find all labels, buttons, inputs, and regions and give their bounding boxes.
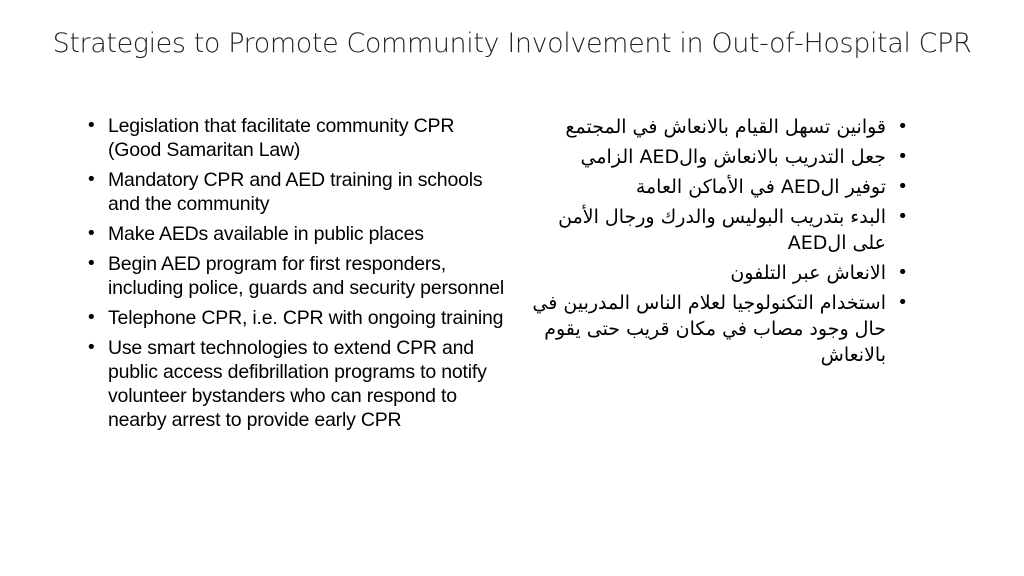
arabic-bullet-item: [530, 174, 908, 200]
english-bullet-text: Use smart technologies to extend CPR and public access defibrillation programs to notify volunteer bystanders who can respond to nearby arrest to provide early CPR: [108, 337, 487, 431]
bullet-icon: •: [897, 206, 908, 227]
arabic-bullet-item: [530, 144, 908, 170]
bullet-icon: •: [86, 115, 97, 136]
arabic-bullet-item: [530, 114, 908, 140]
arabic-bullet-text: الانعاش عبر التلفون: [730, 262, 886, 284]
bullet-icon: •: [86, 307, 97, 328]
bullet-icon: •: [897, 146, 908, 167]
arabic-bullet-item: [530, 204, 908, 256]
arabic-bullet-text: جعل التدريب بالانعاش والAED الزامي: [580, 146, 886, 168]
english-bullet-item: [86, 168, 506, 216]
arabic-column: [530, 114, 908, 372]
bullet-icon: •: [86, 169, 97, 190]
arabic-bullet-text: توفير الAED في الأماكن العامة: [635, 176, 886, 198]
arabic-bullet-text: قوانين تسهل القيام بالانعاش في المجتمع: [565, 116, 886, 138]
bullet-icon: •: [86, 337, 97, 358]
bullet-icon: •: [897, 116, 908, 137]
english-column: [86, 114, 506, 438]
bullet-icon: •: [86, 253, 97, 274]
arabic-bullet-text: البدء بتدريب البوليس والدرك ورجال الأمن على الAED: [558, 206, 886, 254]
english-bullet-list: [86, 114, 506, 432]
english-bullet-text: Begin AED program for first responders, including police, guards and security personnel: [108, 253, 505, 299]
arabic-bullet-item: [530, 290, 908, 368]
slide-title: Strategies to Promote Community Involvement in Out-of-Hospital CPR: [52, 28, 972, 59]
english-bullet-text: Make AEDs available in public places: [108, 223, 424, 245]
bullet-icon: •: [897, 292, 908, 313]
bullet-icon: •: [897, 176, 908, 197]
english-bullet-text: Telephone CPR, i.e. CPR with ongoing training: [108, 307, 504, 329]
bullet-icon: •: [86, 223, 97, 244]
english-bullet-text: Legislation that facilitate community CPR (Good Samaritan Law): [108, 115, 455, 161]
english-bullet-item: [86, 336, 506, 432]
english-bullet-item: [86, 252, 506, 300]
arabic-bullet-list: [530, 114, 908, 368]
english-bullet-text: Mandatory CPR and AED training in schools and the community: [108, 169, 483, 215]
arabic-bullet-text: استخدام التكنولوجيا لعلام الناس المدربين في حال وجود مصاب في مكان قريب حتى يقوم بالانعاش: [532, 292, 886, 366]
english-bullet-item: [86, 114, 506, 162]
bullet-icon: •: [897, 262, 908, 283]
english-bullet-item: [86, 306, 506, 330]
arabic-bullet-item: [530, 260, 908, 286]
english-bullet-item: [86, 222, 506, 246]
